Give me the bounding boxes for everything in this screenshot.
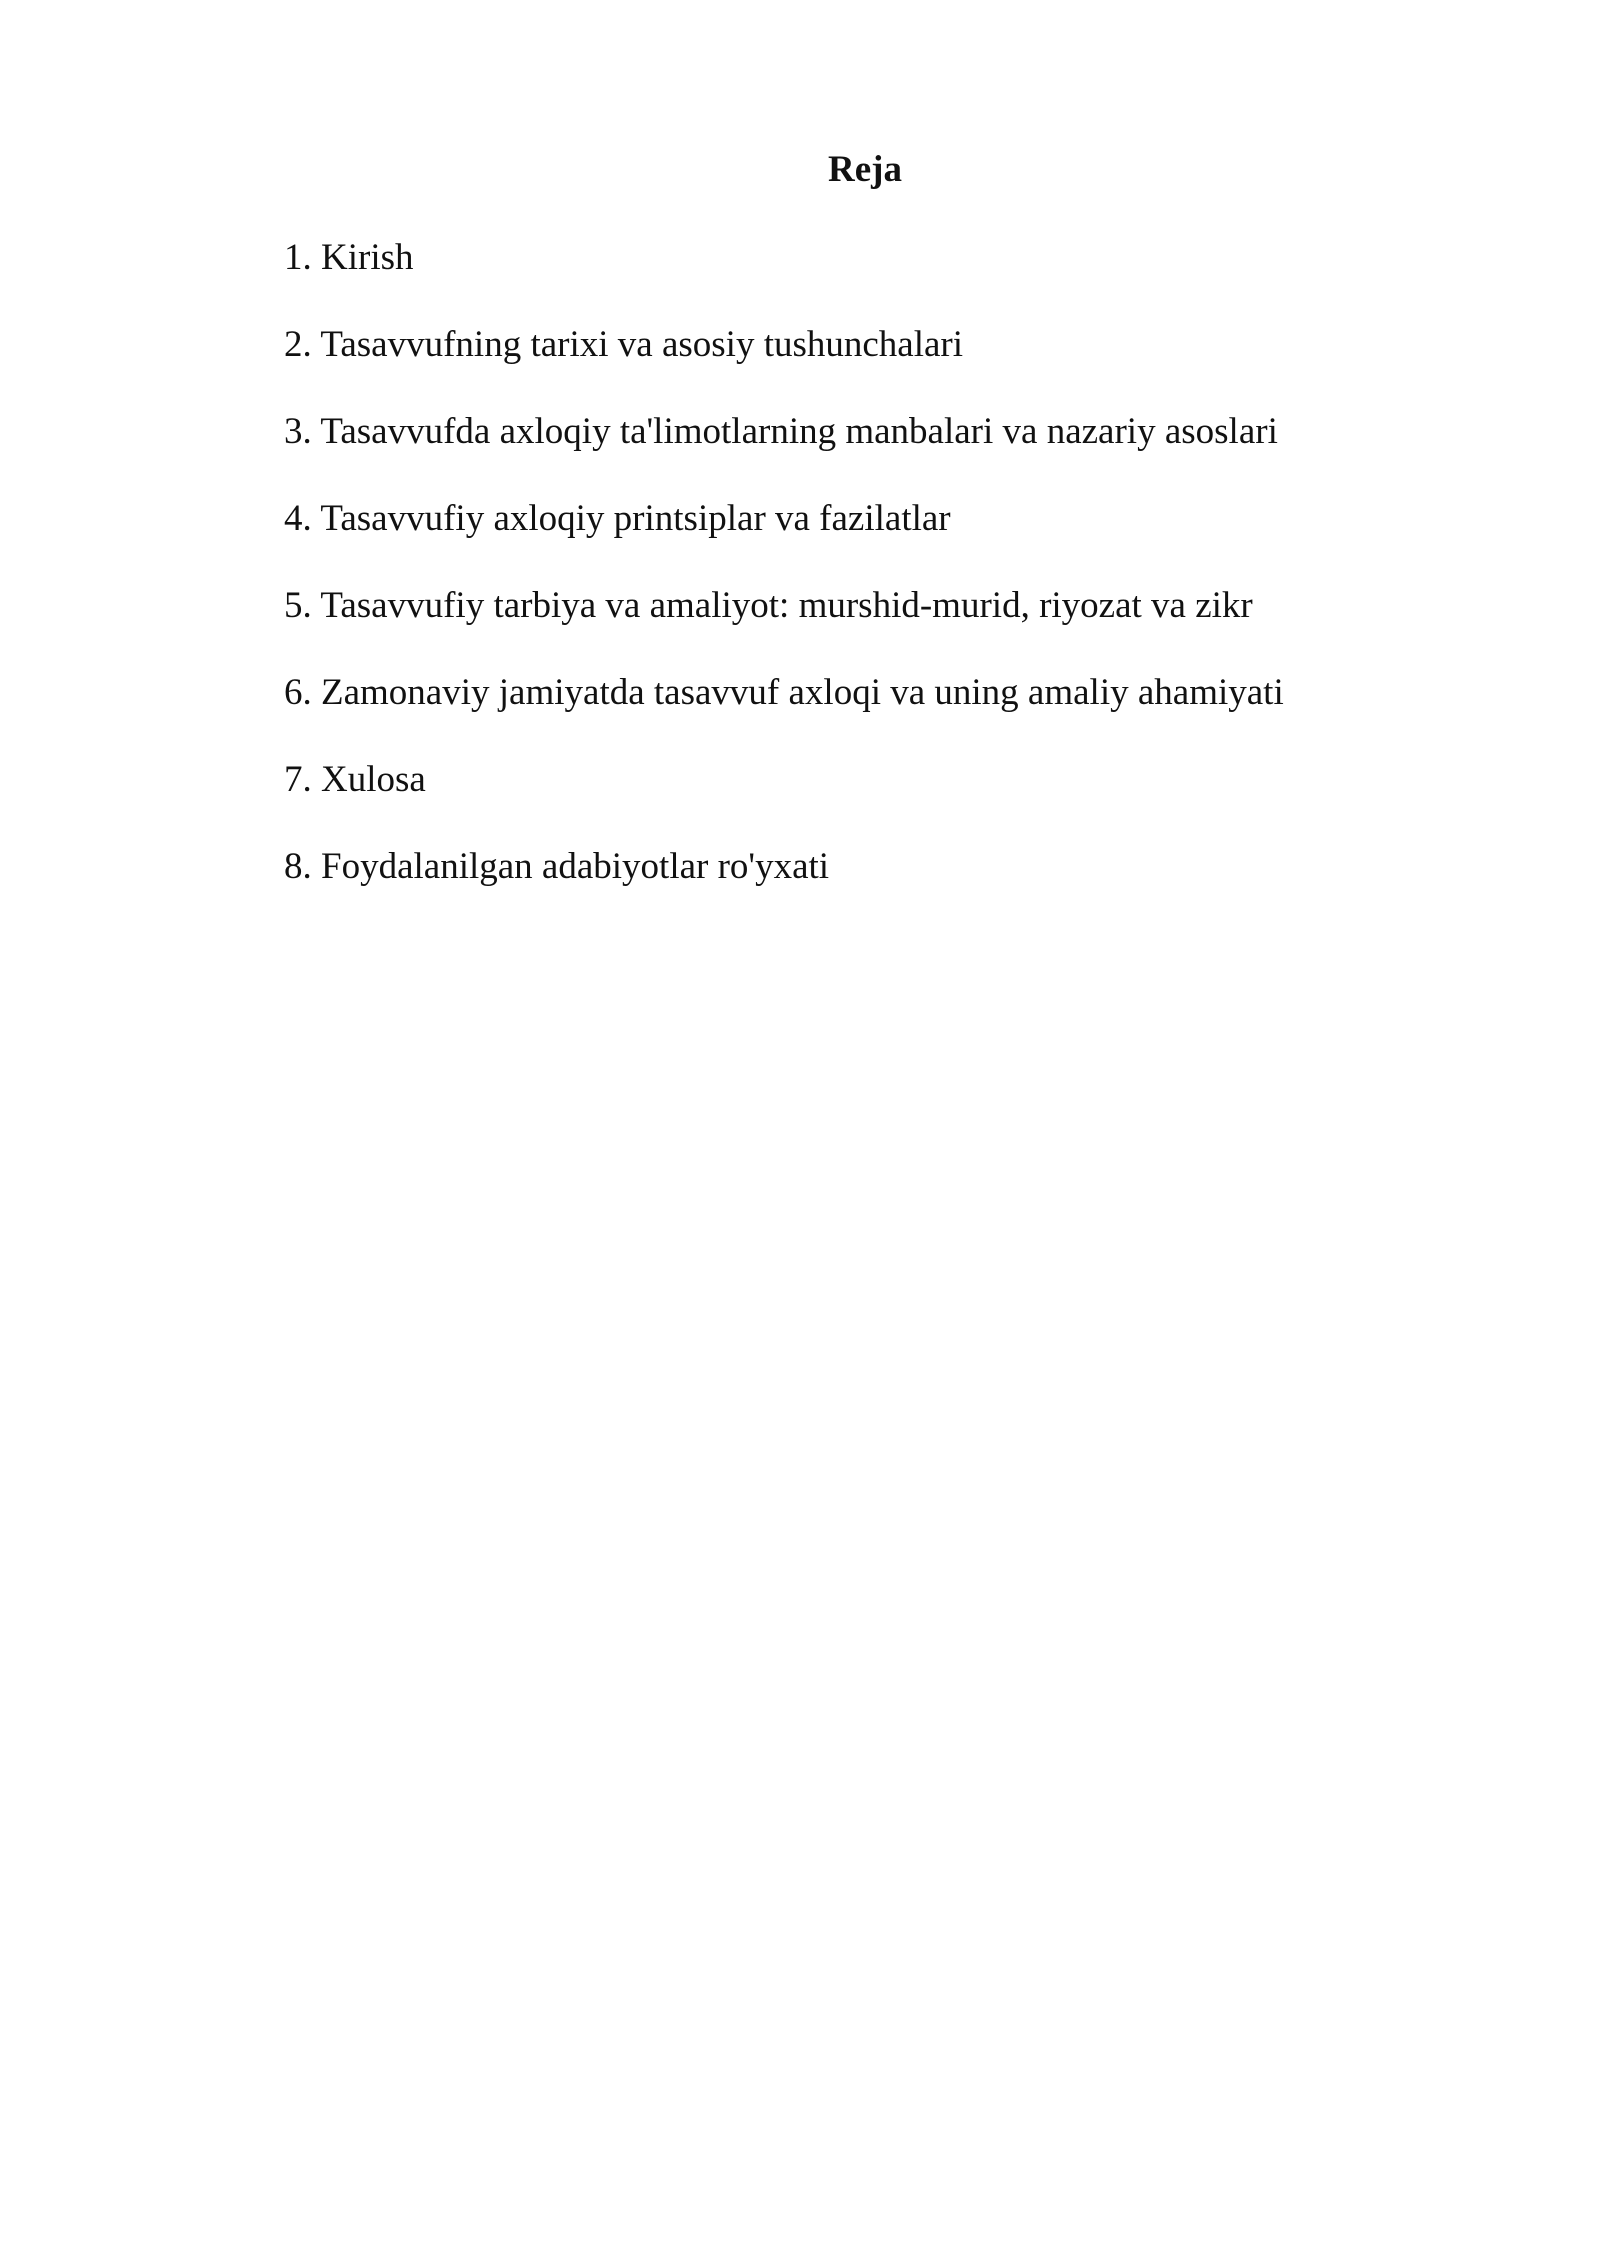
page-title: Reja xyxy=(828,149,902,190)
plan-item-2: 2. Tasavvufning tarixi va asosiy tushunchalari xyxy=(284,324,964,365)
plan-item-1: 1. Kirish xyxy=(284,237,414,278)
plan-item-8: 8. Foydalanilgan adabiyotlar ro'yxati xyxy=(284,846,830,887)
plan-item-4: 4. Tasavvufiy axloqiy printsiplar va fazilatlar xyxy=(284,498,951,539)
plan-item-7: 7. Xulosa xyxy=(284,759,426,800)
plan-list xyxy=(284,236,1284,932)
plan-item-6: 6. Zamonaviy jamiyatda tasavvuf axloqi va uning amaliy ahamiyati xyxy=(284,672,1284,713)
plan-item-5: 5. Tasavvufiy tarbiya va amaliyot: murshid-murid, riyozat va zikr xyxy=(284,585,1253,626)
plan-item-3: 3. Tasavvufda axloqiy ta'limotlarning manbalari va nazariy asoslari xyxy=(284,411,1278,452)
